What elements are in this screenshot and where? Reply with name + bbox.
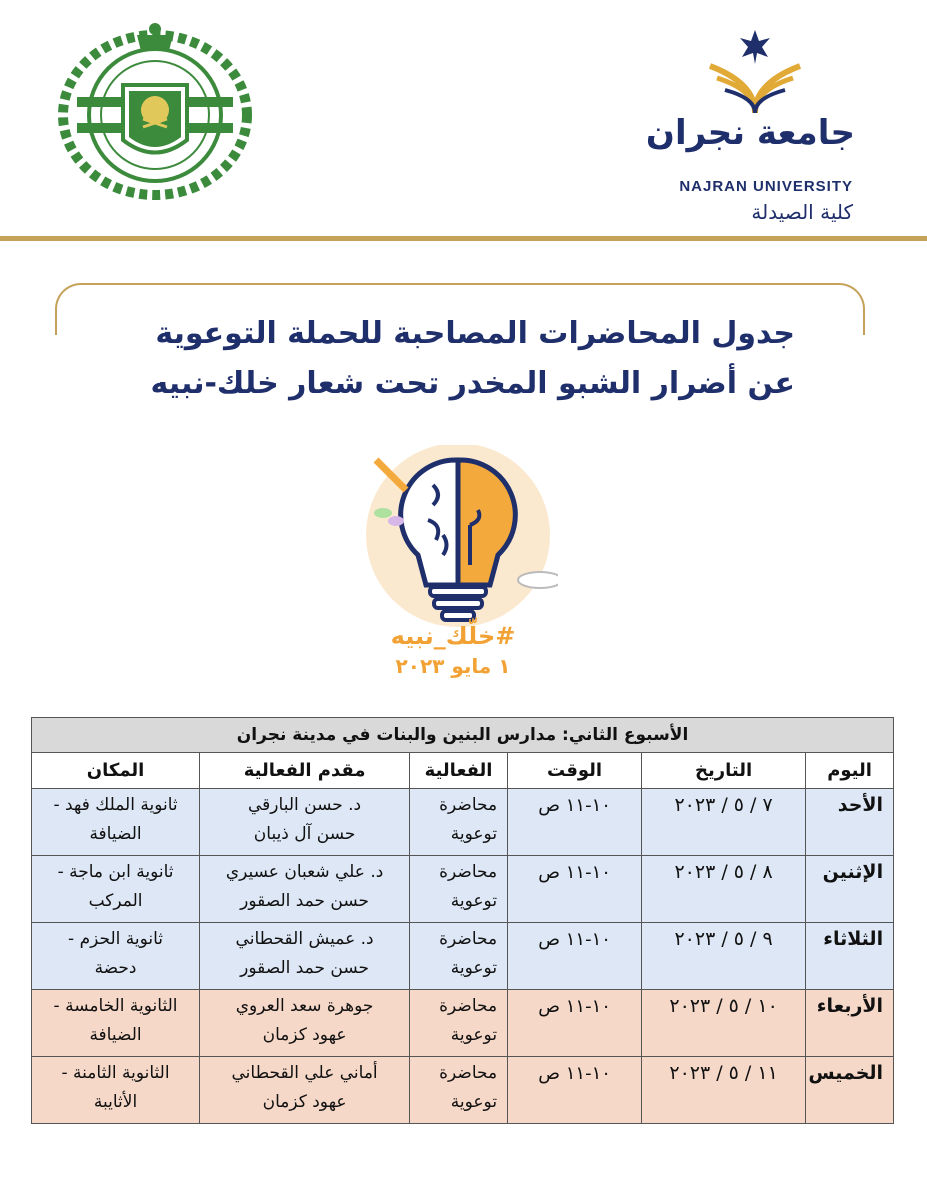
row-activity — [410, 856, 508, 923]
column-header-place: المكان — [32, 753, 200, 789]
presenter-line-2: حسن آل ذيبان — [253, 824, 356, 844]
row-date: ٧ / ٥ / ٢٠٢٣ — [642, 789, 806, 856]
column-header-date: التاريخ — [642, 753, 806, 789]
row-day: الإثنين — [806, 856, 894, 923]
row-activity — [410, 789, 508, 856]
presenter-line-2: حسن حمد الصقور — [240, 891, 370, 911]
activity-line-1: محاضرة — [439, 996, 498, 1016]
table-row — [32, 856, 894, 923]
row-presenter — [200, 923, 410, 990]
place-line-1: ثانوية الحزم - — [68, 929, 164, 949]
college-name: كلية الصيدلة — [751, 200, 853, 224]
row-day: الأحد — [806, 789, 894, 856]
place-line-2: دحضة — [94, 958, 137, 978]
place-line-2: المركب — [88, 891, 143, 911]
row-activity — [410, 923, 508, 990]
column-header-day: اليوم — [806, 753, 894, 789]
row-place — [32, 1057, 200, 1124]
activity-line-2: توعوية — [450, 958, 498, 978]
place-line-1: الثانوية الخامسة - — [53, 996, 178, 1016]
row-date: ٨ / ٥ / ٢٠٢٣ — [642, 856, 806, 923]
row-activity — [410, 990, 508, 1057]
place-line-2: الضيافة — [89, 1025, 142, 1045]
place-line-1: الثانوية الثامنة - — [61, 1063, 170, 1083]
row-place — [32, 856, 200, 923]
place-line-1: ثانوية ابن ماجة - — [57, 862, 174, 882]
university-english-name: NAJRAN UNIVERSITY — [679, 178, 853, 195]
presenter-line-1: د. عميش القحطاني — [235, 929, 374, 949]
row-presenter — [200, 990, 410, 1057]
row-time: ١٠-١١ ص — [508, 990, 642, 1057]
ministry-emblem-logo — [55, 15, 255, 200]
activity-line-1: محاضرة — [439, 795, 498, 815]
presenter-line-2: عهود كزمان — [262, 1025, 347, 1045]
row-place — [32, 789, 200, 856]
place-line-2: الضيافة — [89, 824, 142, 844]
row-date: ٩ / ٥ / ٢٠٢٣ — [642, 923, 806, 990]
row-day: الثلاثاء — [806, 923, 894, 990]
activity-line-1: محاضرة — [439, 862, 498, 882]
campaign-logo — [358, 445, 558, 630]
row-presenter — [200, 856, 410, 923]
activity-line-2: توعوية — [450, 1092, 498, 1112]
row-place — [32, 923, 200, 990]
ministry-of-interior-emblem-icon — [55, 15, 255, 200]
row-presenter — [200, 1057, 410, 1124]
column-header-presenter: مقدم الفعالية — [200, 753, 410, 789]
page-title-line-2: عن أضرار الشبو المخدر تحت شعار خلك-نبيه — [150, 366, 795, 401]
column-header-activity: الفعالية — [410, 753, 508, 789]
table-row — [32, 789, 894, 856]
activity-line-2: توعوية — [450, 1025, 498, 1045]
activity-line-1: محاضرة — [439, 929, 498, 949]
presenter-line-1: أماني علي القحطاني — [231, 1063, 378, 1083]
row-date: ١٠ / ٥ / ٢٠٢٣ — [642, 990, 806, 1057]
activity-line-2: توعوية — [450, 891, 498, 911]
row-date: ١١ / ٥ / ٢٠٢٣ — [642, 1057, 806, 1124]
table-header-row — [32, 753, 894, 789]
presenter-line-2: عهود كزمان — [262, 1092, 347, 1112]
row-time: ١٠-١١ ص — [508, 856, 642, 923]
row-day: الخميس — [806, 1057, 894, 1124]
table-row — [32, 923, 894, 990]
header-divider — [0, 236, 927, 241]
row-day: الأربعاء — [806, 990, 894, 1057]
column-header-time: الوقت — [508, 753, 642, 789]
row-place — [32, 990, 200, 1057]
campaign-date: ١ مايو ٢٠٢٣ — [395, 654, 511, 678]
schedule-table — [31, 717, 894, 1124]
university-arabic-name: جامعة نجران — [645, 113, 855, 153]
najran-university-star-logo-icon — [655, 28, 865, 118]
presenter-line-1: جوهرة سعد العروي — [235, 996, 374, 1016]
activity-line-1: محاضرة — [439, 1063, 498, 1083]
row-presenter — [200, 789, 410, 856]
row-activity — [410, 1057, 508, 1124]
place-line-1: ثانوية الملك فهد - — [53, 795, 178, 815]
presenter-line-2: حسن حمد الصقور — [240, 958, 370, 978]
campaign-hashtag: #خلّك_نبيه — [390, 622, 516, 650]
activity-line-2: توعوية — [450, 824, 498, 844]
row-time: ١٠-١١ ص — [508, 1057, 642, 1124]
page-title-line-1: جدول المحاضرات المصاحبة للحملة التوعوية — [155, 316, 795, 351]
place-line-2: الأثايبة — [93, 1092, 138, 1112]
presenter-line-1: د. حسن البارقي — [248, 795, 362, 815]
row-time: ١٠-١١ ص — [508, 923, 642, 990]
presenter-line-1: د. علي شعبان عسيري — [225, 862, 384, 882]
brain-lightbulb-icon — [358, 445, 558, 630]
table-row — [32, 990, 894, 1057]
table-row — [32, 1057, 894, 1124]
week-title: الأسبوع الثاني: مدارس البنين والبنات في مدينة نجران — [32, 718, 894, 753]
najran-university-logo — [645, 28, 865, 224]
row-time: ١٠-١١ ص — [508, 789, 642, 856]
